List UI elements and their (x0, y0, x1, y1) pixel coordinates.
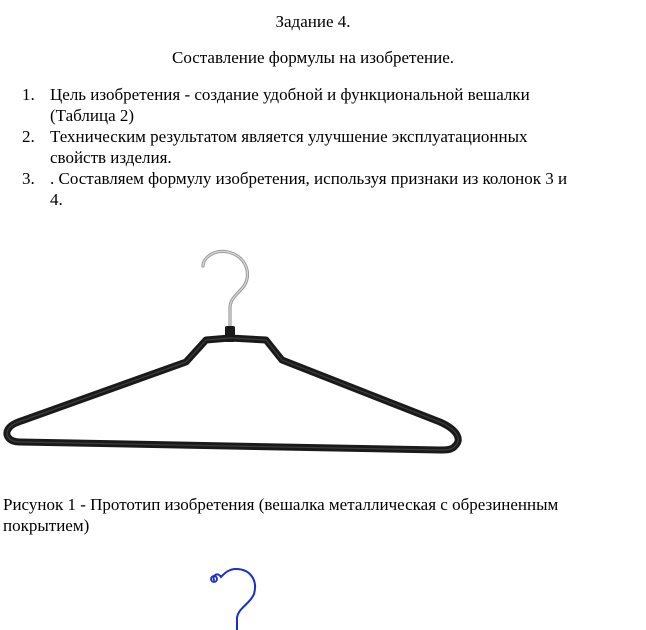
list-item-text-line: Цель изобретения - создание удобной и функциональной вешалки (50, 85, 530, 104)
task-subheading: Составление формулы на изобретение. (171, 48, 454, 67)
hook-sketch-line (214, 569, 255, 630)
figure-caption-line: Рисунок 1 - Прототип изобретения (вешалка металлическая с обрезиненным (3, 495, 559, 514)
list-item-number: 2. (22, 127, 35, 146)
hanger-photo (0, 244, 470, 466)
list-item-text-line: . Составляем формулу изобретения, используя признаки из колонок 3 и (50, 169, 568, 188)
list-item (22, 168, 634, 210)
list-item-text-line: свойств изделия. (50, 148, 172, 167)
list-item-number: 3. (22, 169, 35, 188)
task-heading: Задание 4. (275, 12, 351, 31)
task-steps-list (22, 84, 634, 210)
list-item-text-line: 4. (50, 190, 63, 209)
figure-caption (3, 494, 643, 536)
hanger-body (7, 338, 458, 450)
list-item-text-line: (Таблица 2) (50, 106, 135, 125)
list-item-text-line: Техническим результатом является улучшение эксплуатационных (50, 127, 528, 146)
figure-caption-line: покрытием) (3, 516, 90, 535)
hanger-hook (203, 251, 247, 330)
list-item (22, 126, 634, 168)
hook-sketch (200, 562, 270, 630)
list-item-number: 1. (22, 85, 35, 104)
list-item (22, 84, 634, 126)
